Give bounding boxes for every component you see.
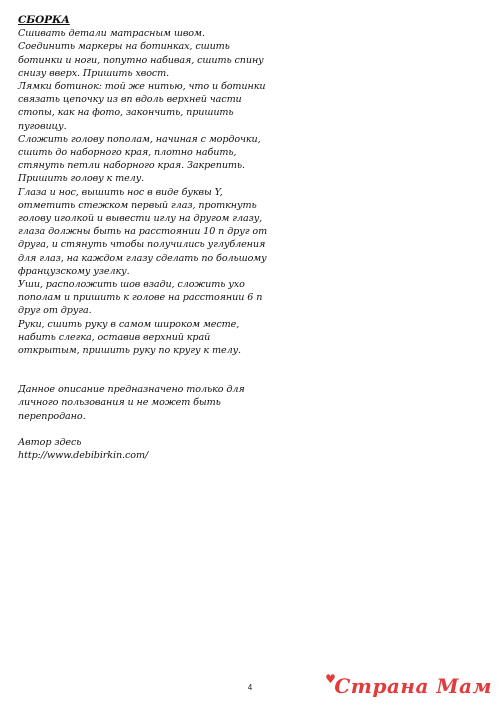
instruction-line: сшить до наборного края, плотно набить,: [18, 147, 237, 159]
instruction-line: друга, и стянуть чтобы получились углубления: [18, 239, 266, 251]
instruction-line: Глаза и нос, вышить нос в виде буквы Y,: [18, 186, 223, 198]
heart-icon: ♥: [325, 672, 337, 686]
instruction-line: Соединить маркеры на ботинках, сшить: [18, 41, 230, 53]
assembly-instructions: [18, 27, 268, 357]
instruction-line: связать цепочку из вп вдоль верхней части: [18, 94, 242, 106]
instruction-line: пуговицу.: [18, 120, 67, 132]
instruction-line: Сшивать детали матрасным швом.: [18, 28, 205, 40]
instruction-line: отметить стежком первый глаз, проткнуть: [18, 199, 257, 211]
instruction-line: Пришить голову к телу.: [18, 173, 145, 185]
author-line: Автор здесь: [18, 436, 82, 448]
instruction-line: открытым, пришить руку по кругу к телу.: [18, 345, 241, 357]
instruction-line: друг от друга.: [18, 305, 92, 317]
instruction-line: стопы, как на фото, закончить, пришить: [18, 107, 234, 119]
notice-line: личного пользования и не может быть: [18, 397, 221, 409]
notice-line: Данное описание предназначено только для: [18, 384, 245, 396]
usage-notice: [18, 383, 248, 423]
instruction-line: голову иголкой и вывести иглу на другом глазу,: [18, 213, 263, 225]
notice-line: перепродано.: [18, 410, 86, 422]
site-watermark: [325, 674, 492, 698]
section-title: СБОРКА: [18, 14, 70, 26]
instruction-line: набить слегка, оставив верхний край: [18, 331, 211, 343]
instruction-line: Лямки ботинок: той же нитью, что и ботинки: [18, 81, 266, 93]
watermark-text: Страна Мам: [334, 674, 492, 698]
instruction-line: снизу вверх. Пришить хвост.: [18, 67, 170, 79]
instruction-line: глаза должны быть на расстоянии 10 п друг от: [18, 226, 268, 238]
author-line: http://www.debibirkin.com/: [18, 450, 149, 462]
instruction-line: Сложить голову пополам, начиная с мордочки,: [18, 133, 261, 145]
page-number: 4: [247, 683, 253, 692]
instruction-line: ботинки и ноги, попутно набивая, сшить спину: [18, 54, 264, 66]
document-body: [18, 14, 268, 462]
instruction-line: стянуть петли наборного края. Закрепить.: [18, 160, 245, 172]
instruction-line: для глаз, на каждом глазу сделать по большому: [18, 252, 267, 264]
instruction-line: пополам и пришить к голове на расстоянии 6 п: [18, 292, 263, 304]
instruction-line: французскому узелку.: [18, 265, 130, 277]
instruction-line: Руки, сшить руку в самом широком месте,: [18, 318, 240, 330]
instruction-line: Уши, расположить шов взади, сложить ухо: [18, 279, 245, 291]
author-info: [18, 436, 248, 462]
